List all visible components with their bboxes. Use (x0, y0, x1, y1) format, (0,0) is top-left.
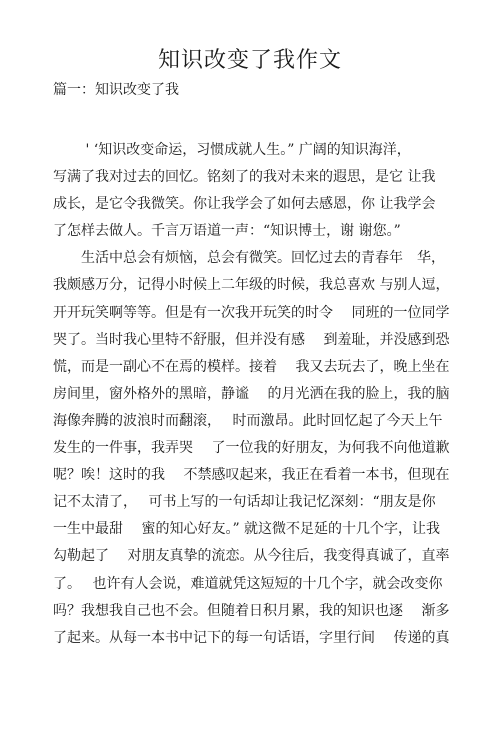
essay-line: 记不太清了， 可书上写的一句话却让我记忆深刻：“朋友是你 (53, 494, 436, 511)
essay-line: 一生中最甜 蜜的知心好友。” 就这微不足延的十几个字，让我 (53, 521, 441, 538)
essay-line: 哭了。当时我心里特不舒服，但并没有感 到羞耻，并没感到恐 (53, 331, 450, 348)
essay-line: 慌，而是一副心不在焉的模样。接着 我又去玩去了，晚上坐在 (53, 358, 450, 375)
essay-line: 写满了我对过去的回忆。铭刻了的我对未来的遐思，是它 让我 (53, 169, 436, 186)
essay-line: 海像奔腾的波浪时而翻滚， 时而激昂。此时回忆起了今天上午 (53, 412, 443, 429)
essay-line: 开开玩笑啊等等。但是有一次我开玩笑的时令 同班的一位同学 (53, 304, 450, 321)
essay-body (53, 137, 458, 652)
essay-line: 吗？我想我自己也不会。但随着日积月累，我的知识也逐 渐多 (53, 602, 450, 619)
document-title: 知识改变了我作文 (157, 48, 342, 73)
essay-line: 呢？唉！这时的我 不禁感叹起来，我正在看着一本书，但现在 (53, 467, 450, 484)
essay-line: ' ‘知识改变命运，习惯成就人生。” 广阔的知识海洋， (53, 142, 411, 158)
section-heading: 篇一：知识改变了我 (53, 82, 179, 98)
essay-line: 了。 也许有人会说，难道就凭这短短的十几个字，就会改变你 (53, 575, 443, 592)
essay-line: 成长，是它令我微笑。你让我学会了如何去感恩，你 让我学会 (53, 196, 436, 213)
essay-line: 房间里，窗外格外的黑暗，静谧 的月光洒在我的脸上，我的脑 (53, 385, 450, 402)
essay-line: 勾勒起了 对朋友真挚的流恋。从今往后，我变得真诚了，直率 (53, 548, 450, 565)
essay-line: 生活中总会有烦恼，总会有微笑。回忆过去的青春年 华， (53, 250, 445, 267)
essay-line: 发生的一件事，我弄哭 了一位我的好朋友，为何我不向他道歉 (53, 440, 450, 457)
essay-line: 了怎样去做人。千言万语道一声：“知识博士，谢 谢您。” (53, 223, 401, 240)
essay-line: 了起来。从每一本书中记下的每一句话语，字里行间 传递的真 (53, 629, 450, 646)
essay-line: 我颇感万分，记得小时候上二年级的时候，我总喜欢 与别人逗， (53, 277, 450, 294)
